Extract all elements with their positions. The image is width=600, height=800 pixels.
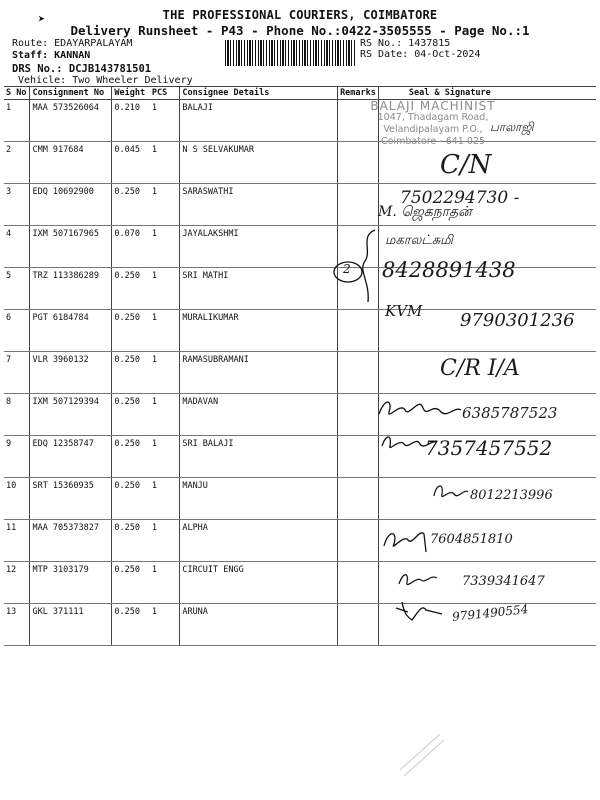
row-consignee: CIRCUIT ENGG	[180, 562, 338, 604]
row-weight: 0.250	[112, 520, 150, 562]
stamp-line2: Velandipalayam P.O.,	[383, 124, 483, 135]
row-sno: 11	[4, 520, 30, 562]
row-pcs: 1	[150, 520, 180, 562]
signature-row7: C/R I/A	[440, 356, 520, 381]
row-pcs: 1	[150, 436, 180, 478]
row-consignee: MANJU	[180, 478, 338, 520]
route-value: EDAYARPALAYAM	[54, 38, 133, 49]
row-remarks	[338, 520, 379, 562]
rs-date-value: 04-Oct-2024	[414, 49, 481, 60]
drs-line	[12, 63, 151, 75]
row-pcs: 1	[150, 268, 180, 310]
stamp-line3: Coimbatore - 641 025	[380, 136, 486, 147]
col-pcs: PCS	[150, 87, 180, 100]
staff-value: KANNAN	[54, 50, 91, 61]
signature-row13: 9791490554	[451, 602, 529, 624]
row-consignment: PGT 6184784	[30, 310, 112, 352]
row-sno: 6	[4, 310, 30, 352]
drs-value: DCJB143781501	[68, 63, 152, 75]
table-header-row	[4, 87, 596, 100]
circled-number: 2	[343, 262, 351, 276]
row-sno: 5	[4, 268, 30, 310]
signature-row13-scribble	[392, 598, 452, 624]
row-consignment: CMM 917684	[30, 142, 112, 184]
row-consignee: ARUNA	[180, 604, 338, 646]
drs-label: DRS No.:	[12, 63, 63, 75]
signature-row5: 8428891438	[382, 258, 516, 282]
row-consignment: GKL 371111	[30, 604, 112, 646]
row-consignment: TRZ 113386289	[30, 268, 112, 310]
company-title: THE PROFESSIONAL COURIERS, COIMBATORE	[162, 8, 438, 22]
stamp-name: BALAJI MACHINIST	[370, 99, 496, 113]
row-weight: 0.250	[112, 394, 150, 436]
arrow-icon: ➤	[38, 12, 46, 26]
row-consignee: JAYALAKSHMI	[180, 226, 338, 268]
row-pcs: 1	[150, 142, 180, 184]
row-consignment: MAA 705373827	[30, 520, 112, 562]
row-remarks	[338, 478, 379, 520]
row-consignee: MADAVAN	[180, 394, 338, 436]
row-consignee: RAMASUBRAMANI	[180, 352, 338, 394]
runsheet-subtitle: Delivery Runsheet - P43 - Phone No.:0422-3505555 - Page No.:1	[70, 23, 530, 38]
stamp-line1: 1047, Thadagam Road,	[377, 112, 489, 123]
row-pcs: 1	[150, 184, 180, 226]
row-remarks	[338, 562, 379, 604]
row-consignment: IXM 507129394	[30, 394, 112, 436]
row-remarks	[338, 184, 379, 226]
row-consignee: N S SELVAKUMAR	[180, 142, 338, 184]
row-consignment: MAA 573526064	[30, 100, 112, 142]
row-weight: 0.250	[112, 310, 150, 352]
row-weight: 0.250	[112, 604, 150, 646]
row-sno: 12	[4, 562, 30, 604]
signature-row3-name: M. ஜெகநாதன்	[378, 204, 472, 220]
col-remarks: Remarks	[338, 87, 379, 100]
route-line	[12, 38, 132, 49]
row-remarks	[338, 310, 379, 352]
row-consignment: IXM 507167965	[30, 226, 112, 268]
row-consignee: ALPHA	[180, 520, 338, 562]
row-sno: 9	[4, 436, 30, 478]
signature-row11-scribble	[380, 524, 435, 554]
row-weight: 0.250	[112, 436, 150, 478]
signature-row9: 7357457552	[425, 436, 553, 460]
route-label: Route:	[12, 38, 49, 49]
row-pcs: 1	[150, 310, 180, 352]
signature-row2: C/N	[440, 150, 492, 180]
col-sno: S No	[4, 87, 30, 100]
row-remarks	[338, 394, 379, 436]
row-consignee: BALAJI	[180, 100, 338, 142]
seal-stamp	[358, 100, 508, 148]
bracket-scribble	[330, 226, 390, 306]
row-remarks	[338, 352, 379, 394]
row-consignment: EDQ 12358747	[30, 436, 112, 478]
row-sno: 4	[4, 226, 30, 268]
row-sno: 7	[4, 352, 30, 394]
row-sno: 8	[4, 394, 30, 436]
staff-line	[12, 50, 90, 61]
row-pcs: 1	[150, 604, 180, 646]
rs-date-line	[360, 49, 480, 60]
signature-row6-phone: 9790301236	[460, 310, 575, 331]
row-pcs: 1	[150, 562, 180, 604]
rs-date-label: RS Date:	[360, 49, 409, 60]
row-pcs: 1	[150, 394, 180, 436]
row-weight: 0.210	[112, 100, 150, 142]
row-consignee: SRI MATHI	[180, 268, 338, 310]
row-sno: 13	[4, 604, 30, 646]
barcode	[225, 40, 355, 66]
row-consignment: VLR 3960132	[30, 352, 112, 394]
row-weight: 0.045	[112, 142, 150, 184]
signature-row12-scribble	[395, 566, 440, 592]
vehicle-value: Two Wheeler Delivery	[72, 75, 193, 86]
rs-no-label: RS No.:	[360, 38, 403, 49]
row-consignment: MTP 3103179	[30, 562, 112, 604]
signature-row8-scribble	[375, 392, 465, 424]
rs-no-line	[360, 38, 450, 49]
row-consignee: MURALIKUMAR	[180, 310, 338, 352]
row-consignment: SRT 15360935	[30, 478, 112, 520]
row-consignment: EDQ 10692900	[30, 184, 112, 226]
rs-no-value: 1437815	[408, 38, 451, 49]
row-pcs: 1	[150, 226, 180, 268]
row-sno: 10	[4, 478, 30, 520]
row-remarks	[338, 436, 379, 478]
row-sno: 1	[4, 100, 30, 142]
vehicle-line	[18, 75, 193, 86]
col-weight: Weight	[112, 87, 150, 100]
row-weight: 0.250	[112, 562, 150, 604]
row-sno: 3	[4, 184, 30, 226]
col-consignment: Consignment No	[30, 87, 112, 100]
signature-row1: பாலாஜி	[490, 120, 534, 134]
row-weight: 0.250	[112, 268, 150, 310]
col-consignee: Consignee Details	[180, 87, 338, 100]
row-consignee: SARASWATHI	[180, 184, 338, 226]
signature-row12: 7339341647	[462, 574, 545, 589]
row-weight: 0.250	[112, 184, 150, 226]
signature-row4: மகாலட்சுமி	[385, 233, 453, 248]
row-consignee: SRI BALAJI	[180, 436, 338, 478]
page-crease-mark	[360, 730, 450, 780]
row-weight: 0.070	[112, 226, 150, 268]
staff-label: Staff:	[12, 50, 49, 61]
row-weight: 0.250	[112, 478, 150, 520]
row-weight: 0.250	[112, 352, 150, 394]
signature-row10-scribble	[430, 480, 470, 504]
signature-row11: 7604851810	[430, 532, 513, 547]
signature-row3-phone: 7502294730 -	[400, 188, 520, 208]
col-seal: Seal & Signature	[378, 87, 596, 100]
signature-row8: 6385787523	[462, 404, 558, 422]
signature-row10: 8012213996	[470, 488, 553, 503]
vehicle-label: Vehicle:	[18, 75, 67, 86]
row-sno: 2	[4, 142, 30, 184]
signature-row6-initials: KVM	[385, 302, 423, 320]
row-remarks	[338, 604, 379, 646]
row-pcs: 1	[150, 478, 180, 520]
row-pcs: 1	[150, 352, 180, 394]
row-pcs: 1	[150, 100, 180, 142]
